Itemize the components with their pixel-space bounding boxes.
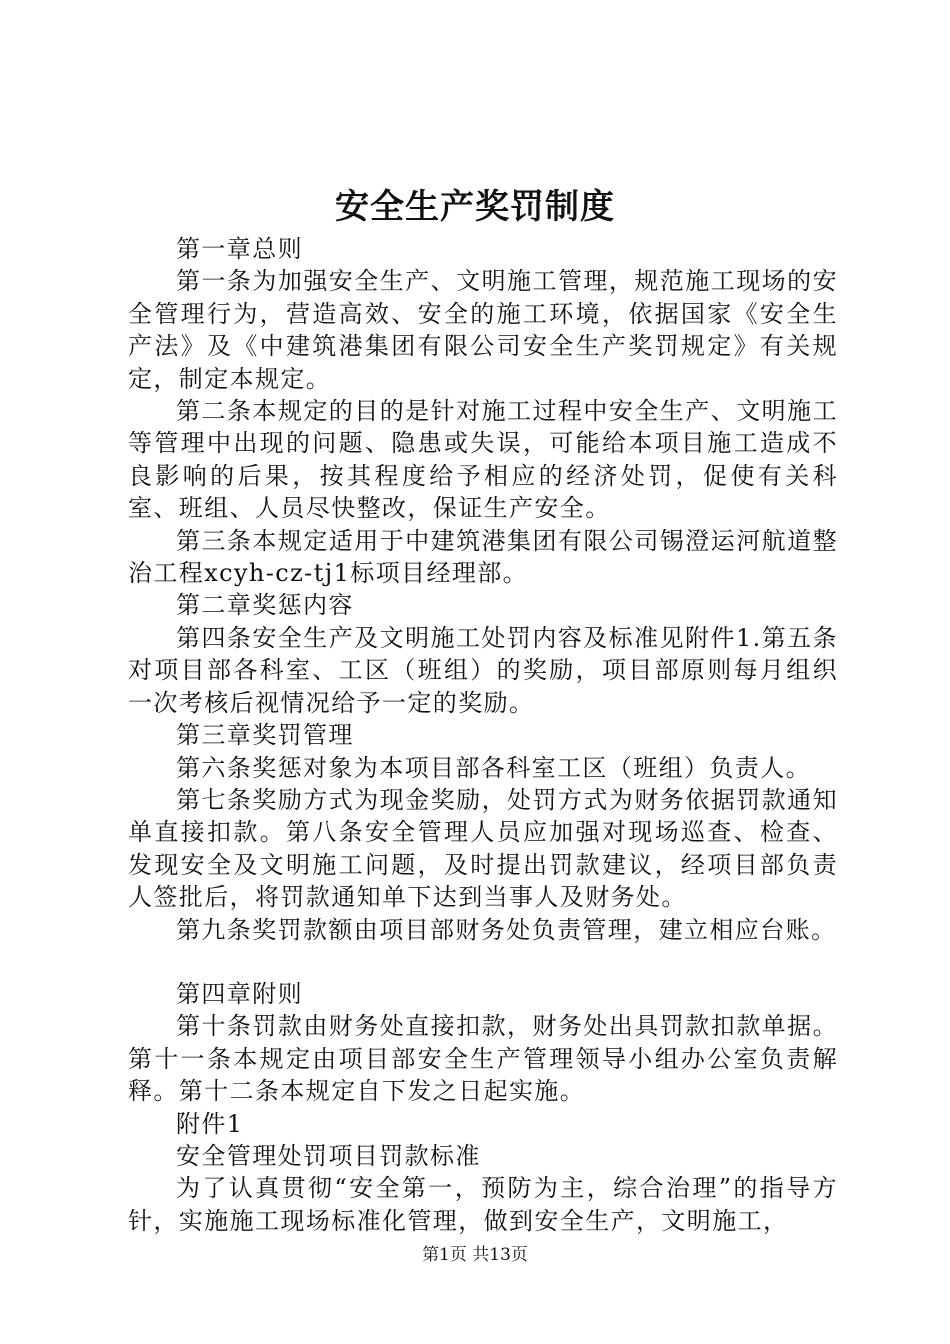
- document-title: 安全生产奖罚制度: [335, 187, 615, 227]
- paragraph-article-7-8: 第七条奖励方式为现金奖励，处罚方式为财务依据罚款通知单直接扣款。第八条安全管理人员应加强对现场巡查、检查、发现安全及文明施工问题，及时提出罚款建议，经项目部负责人签批后，将罚款通知单下达到当事人及财务处。: [128, 785, 838, 912]
- paragraph-article-2: 第二条本规定的目的是针对施工过程中安全生产、文明施工等管理中出现的问题、隐患或失误，可能给本项目施工造成不良影响的后果，按其程度给予相应的经济处罚，促使有关科室、班组、人员尽快整改，保证生产安全。: [128, 397, 838, 523]
- paragraph-article-1: 第一条为加强安全生产、文明施工管理，规范施工现场的安全管理行为，营造高效、安全的施工环境，依据国家《安全生产法》及《中建筑港集团有限公司安全生产奖罚规定》有关规定，制定本规定。: [128, 267, 838, 393]
- paragraph-article-10-12: 第十条罚款由财务处直接扣款，财务处出具罚款扣款单据。第十一条本规定由项目部安全生产管理领导小组办公室负责解释。第十二条本规定自下发之日起实施。: [128, 1012, 838, 1106]
- attachment-title: 安全管理处罚项目罚款标准: [176, 1141, 481, 1170]
- paragraph-article-6: 第六条奖惩对象为本项目部各科室工区（班组）负责人。: [176, 753, 811, 782]
- chapter-heading-3: 第三章奖罚管理: [176, 721, 354, 750]
- document-body: [128, 233, 838, 1237]
- attachment-label: 附件1: [176, 1109, 244, 1138]
- attachment-intro-paragraph: 为了认真贯彻“安全第一，预防为主，综合治理”的指导方针，实施施工现场标准化管理，做到安全生产，文明施工，: [128, 1174, 838, 1235]
- paragraph-article-4-5: 第四条安全生产及文明施工处罚内容及标准见附件1.第五条对项目部各科室、工区（班组）的奖励，项目部原则每月组织一次考核后视情况给予一定的奖励。: [128, 623, 838, 717]
- chapter-heading-2: 第二章奖惩内容: [176, 591, 354, 620]
- chapter-heading-4: 第四章附则: [176, 979, 303, 1008]
- paragraph-article-3: 第三条本规定适用于中建筑港集团有限公司锡澄运河航道整治工程xcyh-cz-tj1标项目经理部。: [128, 526, 838, 588]
- page-footer: 第1页 共13页: [422, 1245, 528, 1265]
- paragraph-article-9: 第九条奖罚款额由项目部财务处负责管理，建立相应台账。: [176, 915, 837, 944]
- chapter-heading-1: 第一章总则: [176, 235, 303, 263]
